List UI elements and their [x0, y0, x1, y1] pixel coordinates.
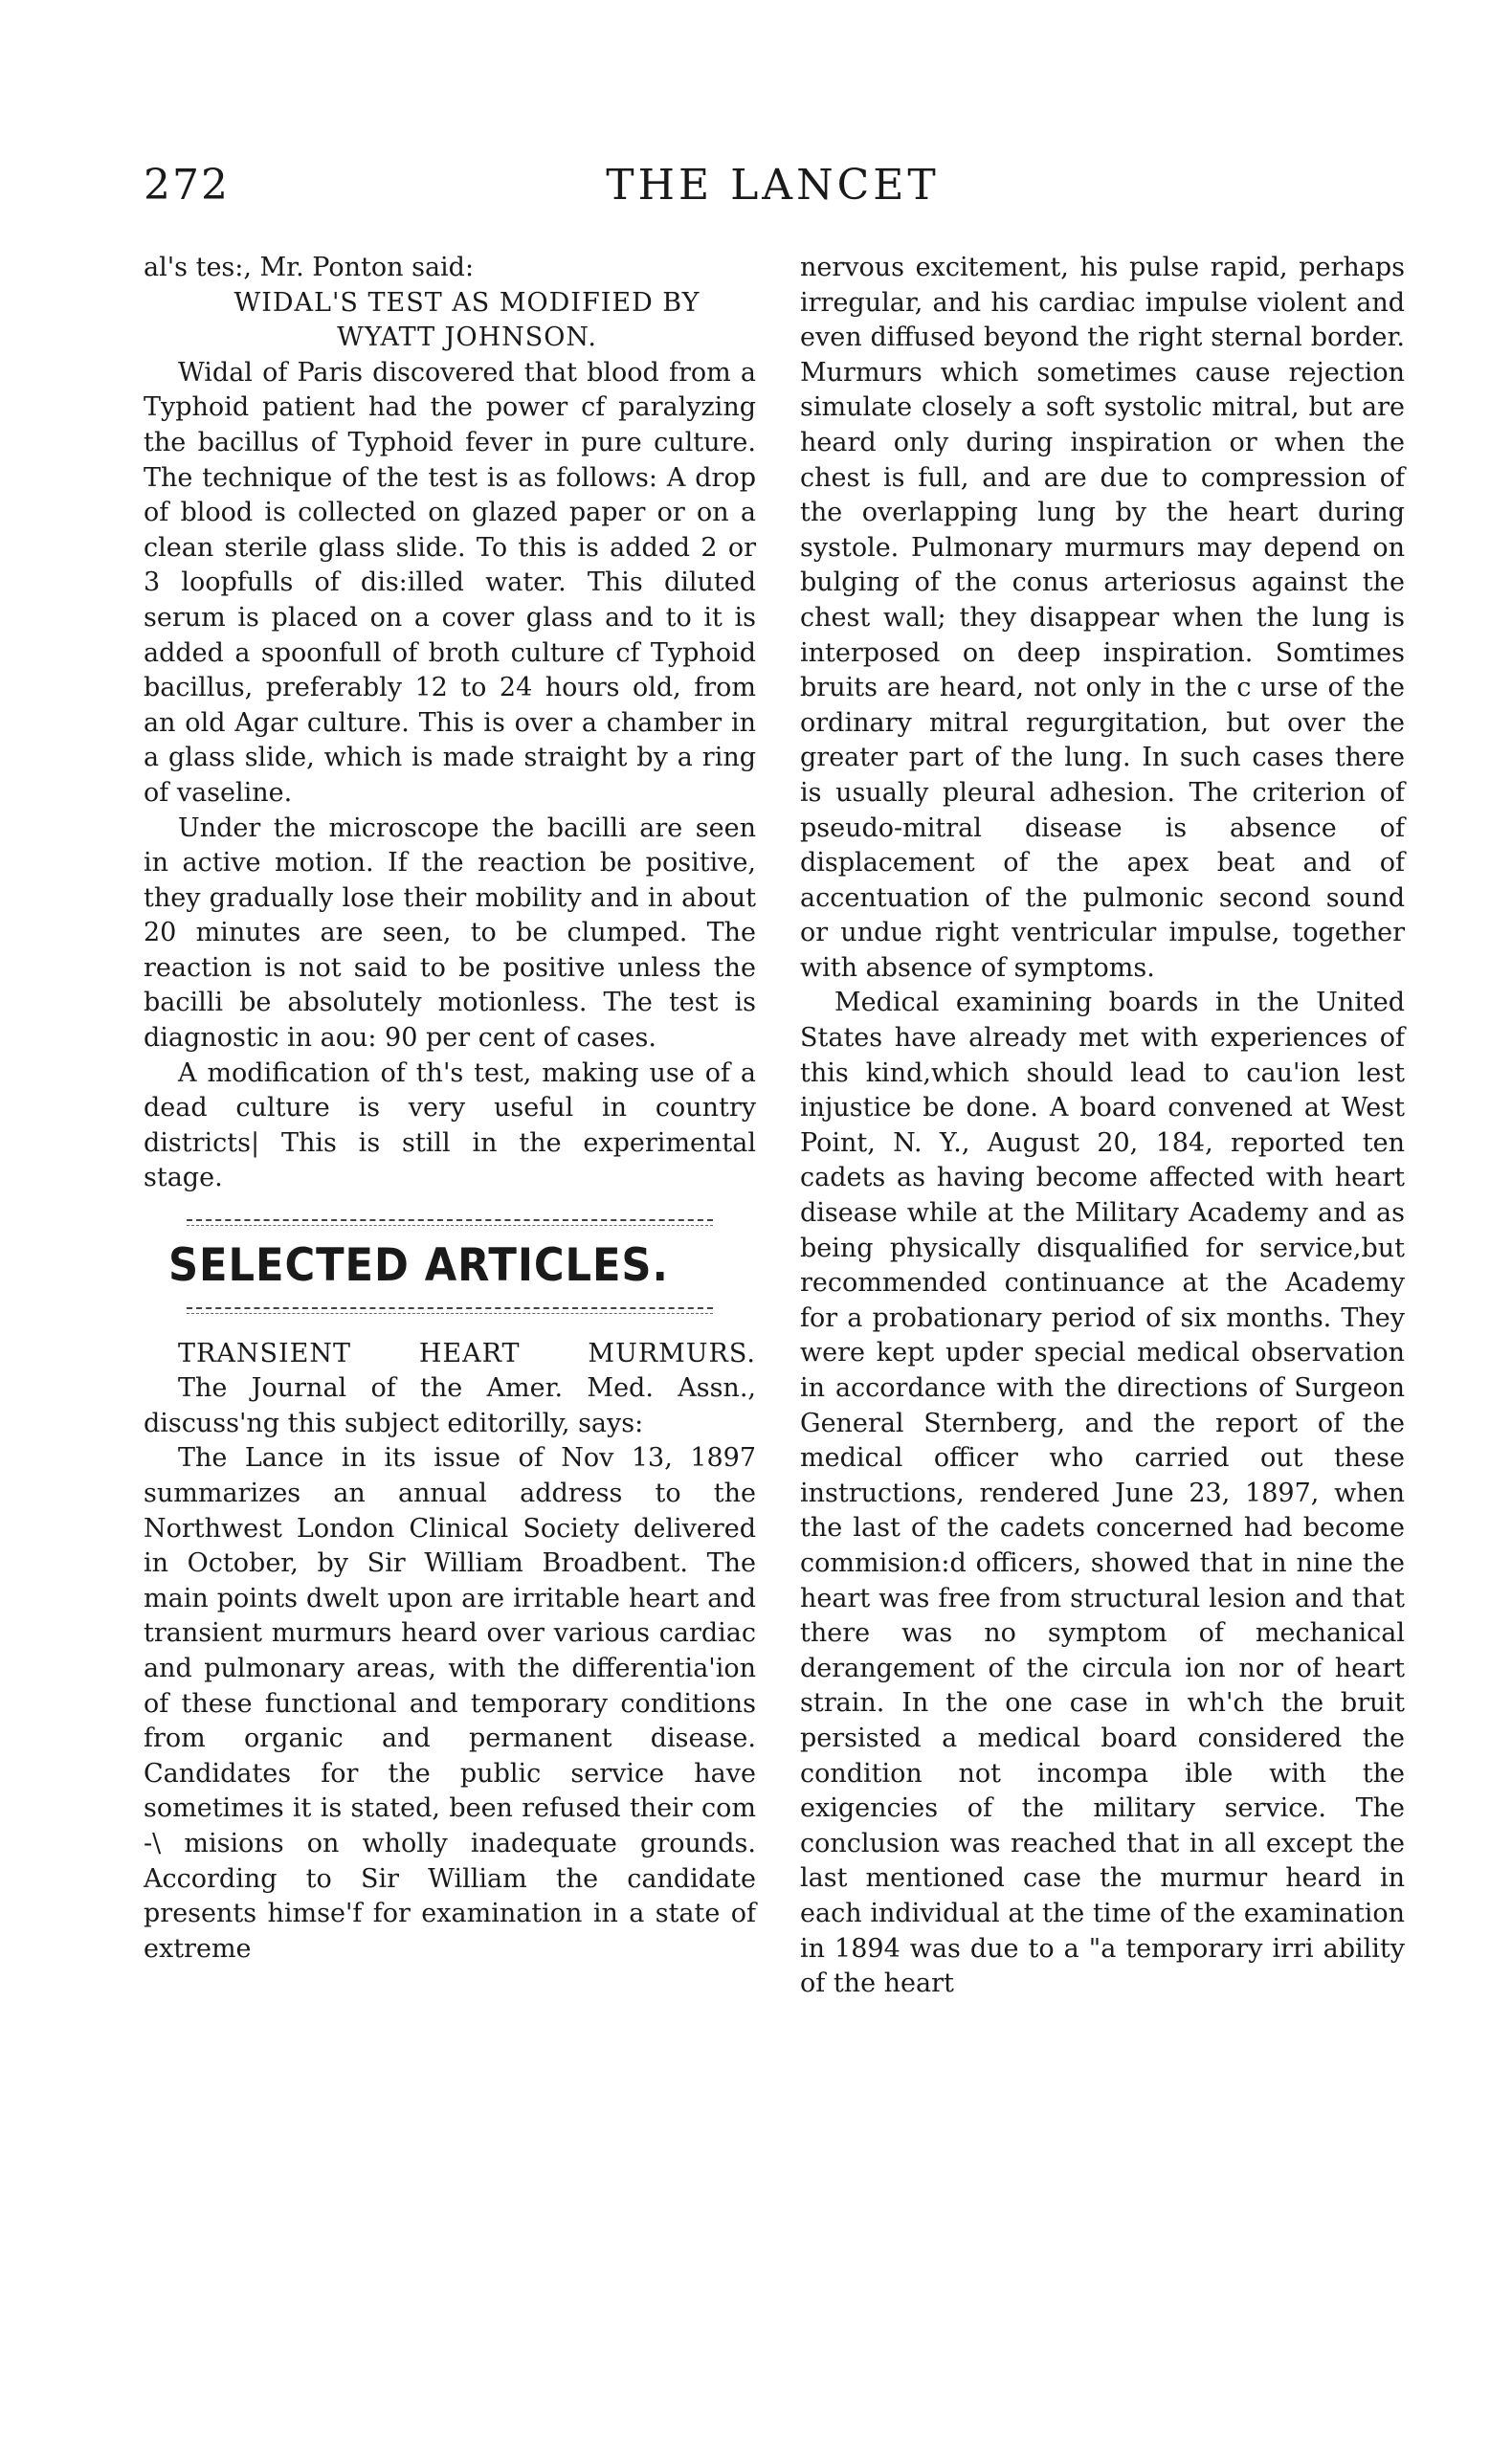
divider-rule-top: [187, 1219, 713, 1226]
paragraph-article-2: The Lance in its issue of Nov 13, 1897 summarizes an annual address to the Northwest London Clinical Society delivered in October, by Sir William Broadbent. The main points dwelt upon are irritable heart and transient murmurs heard over various cardiac and pulmonary areas, with the differentia'ion of these functional and temporary conditions from organic and permanent disease. Candidates for the public service have sometimes it is stated, been refused their com -\ misions on wholly inadequate grounds. According to Sir William the candidate presents himse'f for examination in a state of extreme: [144, 1443, 756, 1964]
left-column: [144, 251, 756, 1967]
paragraph-right-1: nervous excitement, his pulse rapid, perhaps irregular, and his cardiac impulse violent and even diffused beyond the right sternal border. Murmurs which sometimes cause rejection simulate closely a soft systolic mitral, but are heard only during inspiration or when the chest is full, and are due to compression of the overlapping lung by the heart during systole. Pulmonary murmurs may depend on bulging of the conus arteriosus against the chest wall; they disappear when the lung is interposed on deep inspiration. Somtimes bruits are heard, not only in the c urse of the ordinary mitral regurgitation, but over the greater part of the lung. In such cases there is usually pleural adhesion. The criterion of pseudo-mitral disease is absence of displacement of the apex beat and of accentuation of the pulmonic second sound or undue right ventricular impulse, together with absence of symptoms.: [800, 253, 1405, 983]
page-number: 272: [144, 161, 230, 210]
section-title: SELECTED ARTICLES.: [168, 1239, 669, 1293]
paragraph-widal-1: Widal of Paris discovered that blood from a Typhoid patient had the power cf paralyzing the bacillus of Typhoid fever in pure culture. The technique of the test is as follows: A drop of blood is collected on glazed paper or on a clean sterile glass slide. To this is added 2 or 3 loopfulls of dis:illed water. This diluted serum is placed on a cover glass and to it is added a spoonfull of broth culture cf Typhoid bacillus, preferably 12 to 24 hours old, from an old Agar culture. This is over a chamber in a glass slide, which is made straight by a ring of vaseline.: [144, 357, 756, 808]
paragraph-right-2: Medical examining boards in the United States have already met with experiences of this kind,which should lead to cau'ion lest injustice be done. A board convened at West Point, N. Y., August 20, 184, reported ten cadets as having become affected with heart disease while at the Military Academy and as being physically disqualified for service,but recommended continuance at the Academy for a probationary period of six months. They were kept upder special medical observation in accordance with the directions of Surgeon General Sternberg, and the report of the medical officer who carried out these instructions, rendered June 23, 1897, when the last of the cadets concerned had become commision:d officers, showed that in nine the heart was free from structural lesion and that there was no symptom of mechanical derangement of the circula ion nor of heart strain. In the one case in wh'ch the bruit persisted a medical board considered the condition not incompa ible with the exigencies of the military service. The conclusion was reached that in all except the last mentioned case the murmur heard in each individual at the time of the examination in 1894 was due to a "a temporary irri ability of the heart: [800, 988, 1405, 1999]
widal-heading-line1: WIDAL'S TEST AS MODIFIED BY: [233, 287, 700, 318]
journal-name: THE LANCET: [606, 161, 940, 210]
page-header: [144, 161, 1402, 218]
right-column: [800, 251, 1405, 2002]
article-heading: TRANSIENT HEART MURMURS.: [178, 1338, 756, 1368]
intro-line: al's tes:, Mr. Ponton said:: [144, 253, 475, 282]
divider-rule-bottom: [187, 1307, 713, 1314]
widal-heading-line2: WYATT JOHNSON.: [337, 323, 597, 353]
paragraph-article-1: The Journal of the Amer. Med. Assn., discuss'ng this subject editorilly, says:: [144, 1373, 756, 1438]
paragraph-widal-3: A modification of th's test, making use of a dead culture is very useful in country districts| This is still in the experimental stage.: [144, 1057, 756, 1193]
paragraph-widal-2: Under the microscope the bacilli are seen in active motion. If the reaction be positive, they gradually lose their mobility and in about 20 minutes are seen, to be clumped. The reaction is not said to be positive unless the bacilli be absolutely motionless. The test is diagnostic in aou: 90 per cent of cases.: [144, 812, 756, 1054]
